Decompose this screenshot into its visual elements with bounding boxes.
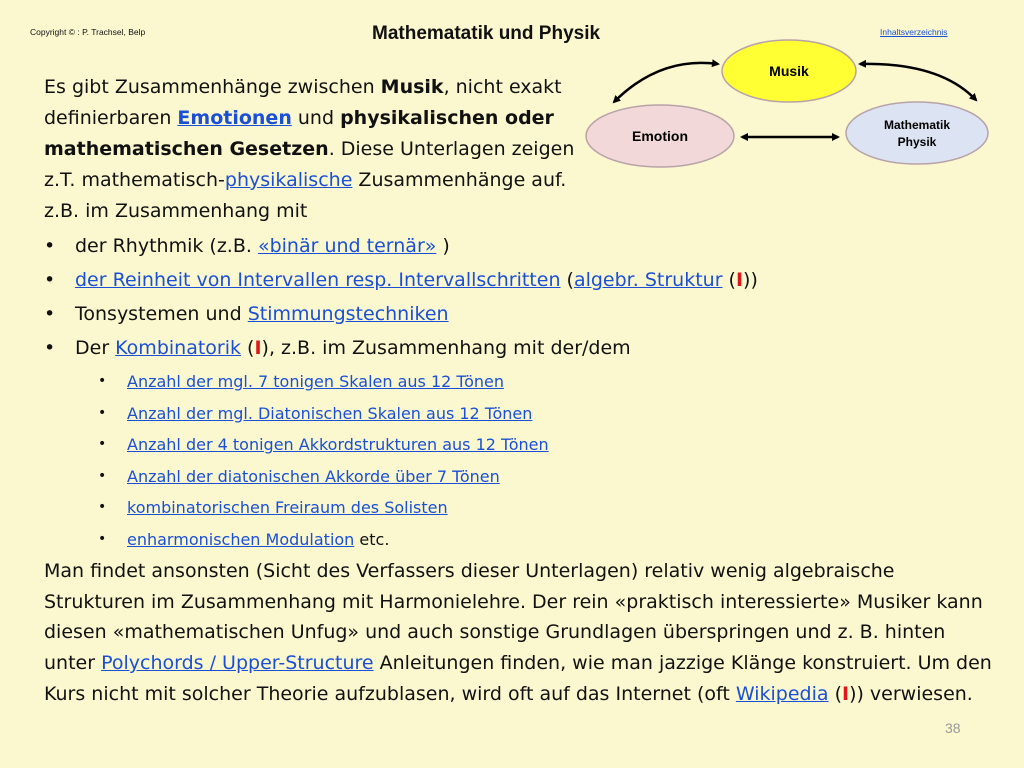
list-item: • Der Kombinatorik (I), z.B. im Zusammenhang mit der/dem bbox=[44, 331, 944, 365]
internet-marker: I bbox=[254, 337, 262, 359]
closing-text: Man findet ansonsten (Sicht des Verfassers dieser Unterlagen) relativ wenig algebraische Strukturen im Zusammenhang mit Harmonielehre. Der rein «praktisch interessierte» Musiker kann diesen «mathematischen Unfug» und auch sonstige Grundlagen überspringen und z. B. hinten unter bbox=[44, 560, 983, 675]
intro-text: Zusammenhänge auf. z.B. im Zusammenhang mit bbox=[44, 169, 567, 222]
wikipedia-link[interactable]: Wikipedia bbox=[735, 682, 829, 705]
intro-text: und bbox=[291, 107, 341, 129]
sub-link-skalen-7[interactable]: Anzahl der mgl. 7 tonigen Skalen aus 12 Tönen bbox=[127, 372, 504, 391]
binaer-ternaer-link[interactable]: «binär und ternär» bbox=[257, 235, 437, 257]
intro-text: . Diese Unterlagen zeigen z.T. mathematisch- bbox=[44, 138, 575, 191]
sub-link-enharmonisch[interactable]: enharmonischen Modulation bbox=[127, 529, 355, 549]
intro-bold-musik: Musik bbox=[380, 76, 444, 98]
sub-link-akkordstrukturen[interactable]: Anzahl der 4 tonigen Akkordstrukturen aus 12 Tönen bbox=[127, 435, 549, 455]
list-item bbox=[98, 366, 798, 398]
closing-text: Anleitungen finden, wie man jazzige Klänge konstruiert. Um den Kurs nicht mit solcher Theorie aufzublasen, wird oft auf das Internet (oft bbox=[44, 652, 992, 705]
list-item: • der Reinheit von Intervallen resp. Intervallschritten (algebr. Struktur (I)) bbox=[44, 263, 944, 297]
sub-link-freiraum-solist[interactable]: kombinatorischen Freiraum des Solisten bbox=[127, 498, 448, 518]
physik-label: Physik bbox=[897, 135, 937, 149]
sub-bullet-list bbox=[98, 366, 798, 556]
sub-link-diatonische-akkorde[interactable]: Anzahl der diatonischen Akkorde über 7 Tönen bbox=[127, 466, 500, 486]
physikalische-link[interactable]: physikalische bbox=[224, 169, 353, 191]
sub-link-diatonische-skalen[interactable]: Anzahl der mgl. Diatonischen Skalen aus 12 Tönen bbox=[127, 403, 533, 423]
intro-paragraph bbox=[44, 72, 604, 227]
musik-label: Musik bbox=[769, 63, 809, 79]
emotionen-link[interactable]: Emotionen bbox=[177, 107, 292, 129]
algebr-struktur-link[interactable]: algebr. Struktur bbox=[573, 269, 723, 291]
internet-marker: I bbox=[735, 269, 744, 291]
arrow-emotion-musik bbox=[614, 63, 718, 102]
intro-text: Es gibt Zusammenhänge zwischen bbox=[44, 76, 381, 98]
copyright-note: Copyright © : P. Trachsel, Belp bbox=[30, 27, 146, 37]
list-item bbox=[98, 492, 798, 524]
page-title: Mathematatik und Physik bbox=[372, 23, 601, 44]
list-item bbox=[98, 429, 798, 461]
emotion-label: Emotion bbox=[632, 128, 688, 144]
main-bullet-list bbox=[44, 229, 944, 365]
kombinatorik-link[interactable]: Kombinatorik bbox=[115, 337, 242, 359]
arrow-musik-math bbox=[860, 64, 976, 100]
list-item bbox=[98, 398, 798, 430]
closing-paragraph: Man findet ansonsten (Sicht des Verfassers dieser Unterlagen) relativ wenig algebraische Strukturen im Zusammenhang mit Harmonielehre. Der rein «praktisch interessierte» Musiker kann diesen «mathematischen Unfug» und auch sonstige Grundlagen überspringen und z. B. hinten unter Polychords / Upper-Structure Anleitungen finden, wie man jazzige Klänge konstruiert. Um den Kurs nicht mit solcher Theorie aufzublasen, wird oft auf das Internet (oft Wikipedia (I)) verwiesen. bbox=[44, 560, 992, 705]
list-item: • der Rhythmik (z.B. «binär und ternär» ) bbox=[44, 229, 944, 263]
intro-text: , nicht exakt definierbaren bbox=[44, 76, 562, 129]
math-physik-node bbox=[846, 102, 988, 164]
list-item bbox=[98, 461, 798, 493]
relationship-diagram bbox=[580, 38, 1000, 178]
polychords-link[interactable]: Polychords / Upper-Structure bbox=[101, 652, 374, 675]
internet-marker: I bbox=[841, 682, 850, 705]
intervalle-link[interactable]: der Reinheit von Intervallen resp. Intervallschritten bbox=[75, 269, 561, 291]
page-number: 38 bbox=[945, 720, 961, 736]
sub-suffix: etc. bbox=[354, 529, 390, 549]
list-item: • Tonsystemen und Stimmungstechniken bbox=[44, 297, 944, 331]
intro-bold-gesetze: physikalischen oder mathematischen Gesetzen bbox=[44, 107, 554, 160]
toc-link[interactable]: Inhaltsverzeichnis bbox=[880, 27, 948, 37]
math-label: Mathematik bbox=[883, 118, 951, 132]
list-item bbox=[98, 524, 798, 556]
stimmungstechniken-link[interactable]: Stimmungstechniken bbox=[247, 303, 449, 325]
